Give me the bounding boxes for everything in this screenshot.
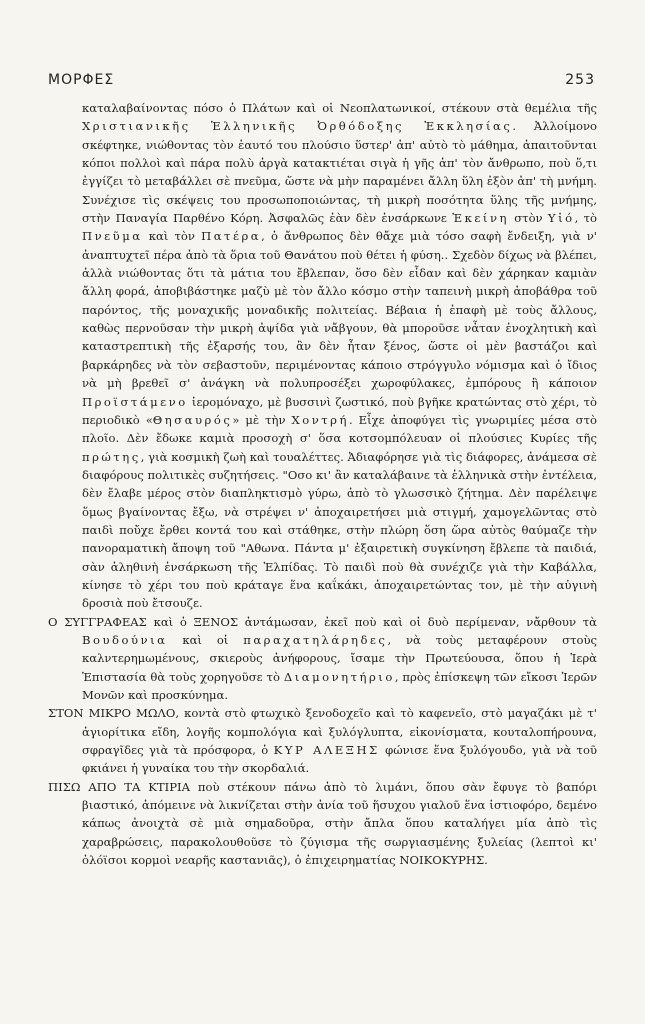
page-number: 253 <box>565 72 595 88</box>
paragraph-continuation <box>48 99 597 613</box>
emphasized-text: Ἐκείνη <box>452 211 509 226</box>
text-run: καὶ τὸν <box>142 229 202 244</box>
text-run: . Ἀλλοίμονο σκέφτηκε, νιώθοντας τὸν ἑαυτό του πλούσιο ὕστερ' ἀπ' αὐτὸ τὸ μάθημα, ἀπαιτοῦνται κόποι πολλοὶ καὶ πάρα πολὺ ἀργὰ κατακτιέται σιγὰ ἡ γῆς ἀπ' τὸν ἄνθρωπο, ποὺ ὅ,τι ἐγγίζει τὸ μεταβάλλει σὲ πνεῦμα, ὥστε νὰ μὴν παραμένει ἄλλη ὕλη ἐξὸν ἀπ' τὴ μνήμη. Συνέχισε τὶς σκέψεις του προσωποποιώντας, τὴ μικρὴ ποσότητα ὕλης τῆς μνήμης, στὴν Παναγία Παρθένο Κόρη. Ἀσφαλῶς ἐὰν δὲν ἐνσάρκωνε <box>82 119 597 226</box>
text-run: στὸν <box>508 211 548 226</box>
text-run: καὶ οἱ <box>167 632 244 647</box>
text-run: ΠΙΣΩ ΑΠΟ ΤΑ ΚΤΙΡΙΑ ποὺ στέκουν πάνω ἀπὸ τὸ λιμάνι, ὅπου σὰν ἔφυγε τὸ βαπόρι βιαστικό, ἀπόμεινε νὰ λικνίζεται στὴν ἀνία τοῦ ἥσυχου γιαλοῦ ἕνα ἱστιοφόρο, δεμένο κάπως ἀνοιχτὰ σὲ μιὰ σημαδοῦρα, στὴν ἄπλα ὅπου καταλήγει μία ἀπὸ τὶς χαραβρώσεις, παρακολουθοῦσε τὸ ζύγισμα τῆς σωργιασμένης ξυλείας (λεπτοὶ κι' ὁλόϊσοι κορμοὶ νεαρῆς καστανιᾶς), ὁ ἐπιχειρηματίας ΝΟΙΚΟΚΥΡΗΣ. <box>48 779 597 868</box>
text-run: , ὁ ἄνθρωπος δὲν θἄχε μιὰ τόσο σαφὴ ἔνδειξη, γιὰ ν' ἀναπτυχτεῖ πέρα ἀπὸ τὰ ὅρια τοῦ Θανάτου ποὺ θέτει ἡ φύση.. Σχεδὸν δίχως νὰ βλέπει, ἀλλὰ νιώθοντας ὅτι τὰ μάτια του ἔβλεπαν, ὅσο δὲν εἶδαν καὶ δὲν χάρηκαν καμιὰν ἄλλη φορά, ἀποβιβάστηκε μαζὺ μὲ τὸν ἄλλο κόσμο στὴν ταπεινὴ μικρὴ ἀποβάθρα τοῦ παρόντος, τῆς μοναχικῆς μοναδικῆς πολιτείας. Βέβαια ἡ ἐπαφὴ μὲ τοὺς ἄλλους, καθὼς περνοῦσαν τὴν μικρὴ ἀψίδα γιὰ νἄβγουν, θὰ μποροῦσε νἆταν ἐνοχλητικὴ καὶ καταστρεπτικὴ τῆς ἐξαρσής του, ἂν δὲν ἦταν ξένος, ὥστε οἱ μὲν βαστάζοι καὶ βαρκάρηδες νὰ τὸν σεβαστοῦν, περιμένοντας κάποιο στρόγγυλο νόμισμα καὶ ὁ ἴδιος νὰ μὴ βρεθεῖ σ' ἀνάγκη νὰ πολυπροσέξει χωροφύλακες, ἐμπόρους ἢ κάποιον <box>82 229 597 391</box>
emphasized-text: Πατέρα <box>201 229 262 244</box>
text-run: ΣΤΟΝ ΜΙΚΡΟ ΜΩΛΟ, κοντὰ στὸ φτωχικὸ ξενοδοχεῖο καὶ τὸ καφενεῖο, στὸ μαγαζάκι μὲ τ' ἀγιορίτικα εἴδη, λογῆς κομπολόγια καὶ ξυλόγλυπτα, εἰκονίσματα, κουταλοπήρουνα, σφραγῖδες γιὰ τὰ πρόσφορα, ὁ <box>48 706 597 758</box>
emphasized-text: Προϊστάμενο <box>82 394 188 409</box>
body-text <box>48 99 597 869</box>
paragraph-writer-and-stranger <box>48 613 597 705</box>
text-run: . Εἶχε ἀποφύγει τὶς γνωριμίες μέσα στὸ πλοῖο. Δὲν ἔδωκε καμιὰ προσοχὴ σ' ὅσα κοτσομπόλευαν οἱ πλούσιες Κυρίες τῆς <box>82 412 597 446</box>
text-run: φώνισε ἕνα ξυλόγουδο, γιὰ νὰ τοῦ φκιάνει ἡ γυναίκα του τὴν σκορδαλιά. <box>82 743 597 776</box>
emphasized-text: Διαμονητήριο <box>283 669 395 684</box>
emphasized-text: Πνεῦμα <box>82 229 143 244</box>
emphasized-text: Βουδούνια <box>82 632 168 647</box>
journal-title: ΜΟΡΦΕΣ <box>48 72 115 88</box>
text-run: , γιὰ κοσμικὴ ζωὴ καὶ τουαλέττες. Ἀδιαφόρησε γιὰ τὶς διάφορες, ἀνάμεσα σὲ διαφόρους πολιτικὲς συζητήσεις. "Οσο κι' ἂν καταλάβαινε τὰ ἑλληνικὰ στὴν ἐντέλεια, δὲν ἔλαβε μέρος στὸν διαπληκτισμὸ γύρω, ἀπὸ τὸ γλωσσικὸ ζήτημα. Δὲν παρέλειψε ὅμως βγαίνοντας ἔξω, νὰ στρέψει ν' ἀποχαιρετήσει μιὰ στιγμή, χαμογελῶντας στὸ παιδὶ ποὔχε ἔρθει κοντά του καὶ στάθηκε, στὴν πλώρη ὅση ὥρα αὐτὸς θαύμαζε τὴν πανοραματικὴ ἄποψη τοῦ "Αθωνα. Πάντα μ' ἐξαιρετικὴ συγκίνηση ἔβλεπε τὰ παιδιά, σὰν ἀληθινὴ ἐνσάρκωση τῆς Ἐλπίδας. Τὸ παιδὶ ποὺ θὰ συνέχιζε γιὰ τὴν Καβάλλα, κίνησε τὸ χέρι του ποὺ κράταγε ἕνα καΐκάκι, ἀποχαιρετώντας τον, μὲ τὴν αὐγινὴ δροσιὰ ποὺ ἔτσουζε. <box>82 449 597 611</box>
emphasized-text: ΚΥΡ ΑΛΕΞΗΣ <box>273 743 380 758</box>
emphasized-text: Χριστιανικῆς Ἑλληνικῆς Ὀρθόδοξης Ἐκκλησίας <box>82 119 513 134</box>
running-header <box>48 72 595 88</box>
emphasized-text: πρώτης <box>82 449 141 464</box>
emphasized-text: Υἱό <box>547 211 575 226</box>
paragraph-behind-buildings <box>48 778 597 870</box>
text-run: » μὲ τὴν <box>232 412 292 427</box>
text-run: ἱερομόναχο, μὲ βυσσινὶ ζωστικό, ποὺ βγῆκε κρατώντας στὸ χέρι, τὸ περιοδικὸ « <box>82 394 597 427</box>
text-run: , τὸ <box>574 211 597 226</box>
emphasized-text: Θησαυρός <box>152 412 233 427</box>
emphasized-text: παραχατηλάρηδες <box>243 632 388 647</box>
text-run: Ο ΣΥΓΓΡΑΦΕΑΣ καὶ ὁ ΞΕΝΟΣ ἀντάμωσαν, ἐκεῖ ποὺ καὶ οἱ δυὸ περίμεναν, νἄρθουν τὰ <box>48 614 597 629</box>
text-run: καταλαβαίνοντας πόσο ὁ Πλάτων καὶ οἱ Νεοπλατωνικοί, στέκουν στὰ θεμέλια τῆς <box>82 101 597 115</box>
text-run: , νὰ τοὺς μεταφέρουν στοὺς καλντερημωμένους, σκιεροὺς ἀνήφορους, ἴσαμε τὴν Πρωτεύουσα, ὅπου ἡ Ἱερὰ Ἐπιστασία θὰ τοὺς χορηγοῦσε τὸ <box>82 632 598 684</box>
paragraph-small-pier <box>48 704 597 777</box>
emphasized-text: Χοντρή <box>291 412 349 427</box>
text-run: , πρὸς ἐπίσκεψη τῶν εἴκοσι Ἱερῶν Μονῶν καὶ προσκύνημα. <box>82 669 597 702</box>
